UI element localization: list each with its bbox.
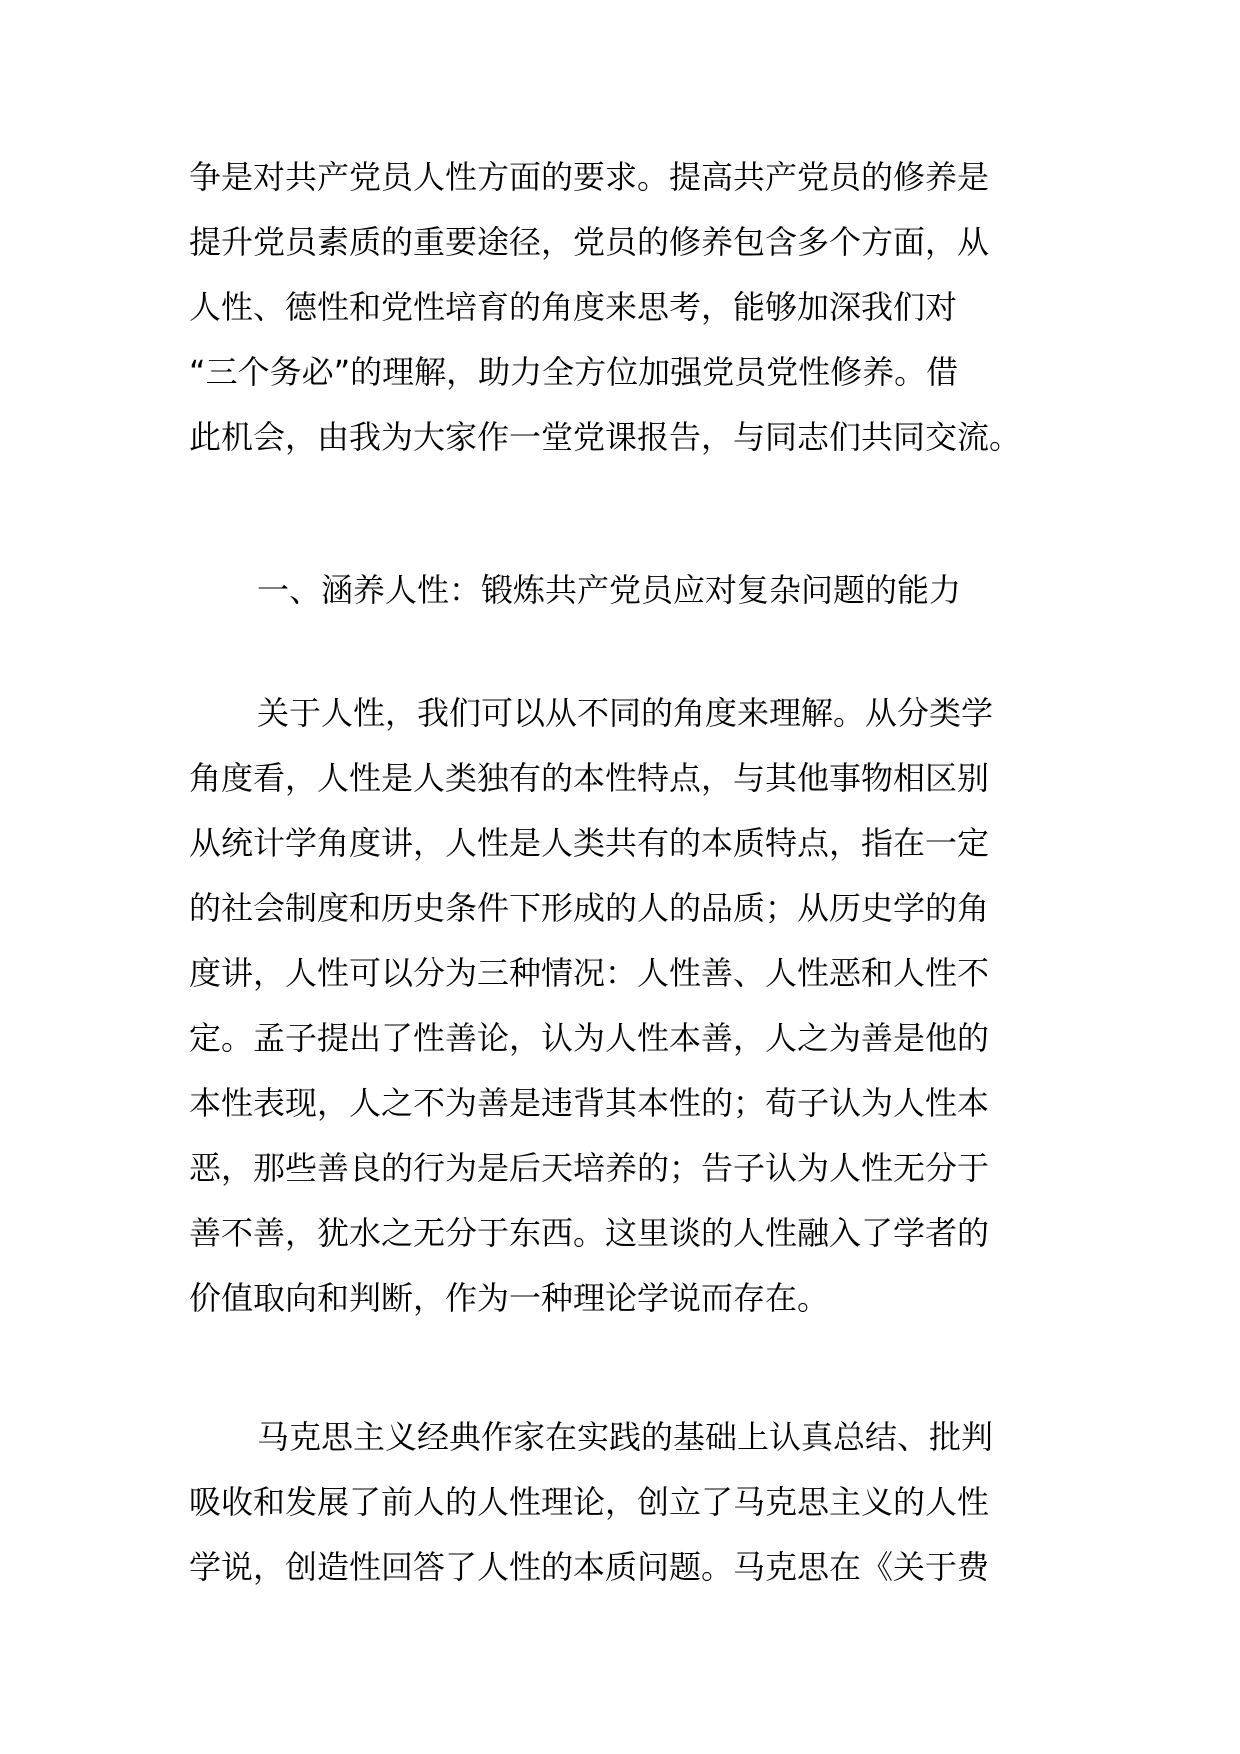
text-line: 从统计学角度讲，人性是人类共有的本质特点，指在一定 (189, 824, 990, 862)
text-line: “三个务必”的理解，助力全方位加强党员党性修养。借 (189, 353, 959, 391)
text-line: 本性表现，人之不为善是违背其本性的；荀子认为人性本 (189, 1084, 990, 1122)
paragraph-human-nature (189, 681, 1059, 1331)
text-line: 此机会，由我为大家作一堂党课报告，与同志们共同交流。 (189, 418, 1022, 456)
text-line: 善不善，犹水之无分于东西。这里谈的人性融入了学者的 (189, 1214, 990, 1252)
section-heading: 一、涵养人性：锻炼共产党员应对复杂问题的能力 (257, 571, 962, 609)
text-line: 角度看，人性是人类独有的本性特点，与其他事物相区别 (189, 759, 990, 797)
text-line: 恶，那些善良的行为是后天培养的；告子认为人性无分于 (189, 1149, 990, 1187)
text-line: 关于人性，我们可以从不同的角度来理解。从分类学 (257, 694, 994, 732)
text-line: 马克思主义经典作家在实践的基础上认真总结、批判 (257, 1418, 994, 1456)
text-line: 价值取向和判断，作为一种理论学说而存在。 (189, 1279, 830, 1317)
text-line: 的社会制度和历史条件下形成的人的品质；从历史学的角 (189, 889, 990, 927)
section-heading-block (189, 558, 1059, 623)
text-line: 提升党员素质的重要途径，党员的修养包含多个方面，从 (189, 223, 990, 261)
text-line: 争是对共产党员人性方面的要求。提高共产党员的修养是 (189, 158, 990, 196)
paragraph-marxism (189, 1405, 1059, 1600)
text-line: 度讲，人性可以分为三种情况：人性善、人性恶和人性不 (189, 954, 990, 992)
text-line: 学说，创造性回答了人性的本质问题。马克思在《关于费 (189, 1548, 990, 1586)
text-line: 人性、德性和党性培育的角度来思考，能够加深我们对 (189, 288, 958, 326)
intro-paragraph (189, 145, 1059, 470)
text-line: 定。孟子提出了性善论，认为人性本善，人之为善是他的 (189, 1019, 990, 1057)
text-line: 吸收和发展了前人的人性理论，创立了马克思主义的人性 (189, 1483, 990, 1521)
